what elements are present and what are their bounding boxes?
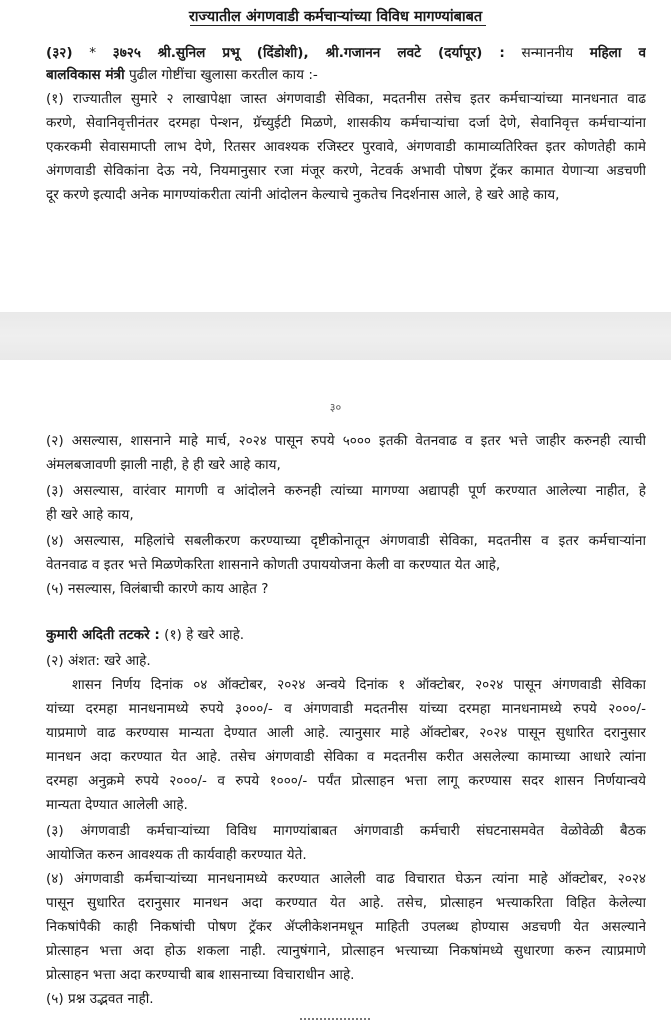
question-part2-line: (३) असल्यास, वारंवार मागणी व आंदोलने करुनही त्यांच्या मागण्या अद्यापही पूर्ण करण्यात आलेल्या नाहीत, हे [46,483,646,499]
question-id: ३७२५ [112,45,141,61]
page-heading: राज्यातील अंगणवाडी कर्मचाऱ्यांच्या विविध मागण्यांबाबत [188,9,483,25]
question-part2-line: (४) असल्यास, महिलांचे सबलीकरण करण्याच्या दृष्टीकोनातून अंगणवाडी सेविका, मदतनीस व इतर कर्मचाऱ्यांना [46,533,646,549]
document-page-upper [0,0,671,312]
answer-line: प्रोत्साहन भत्ता अदा होऊ शकला नाही. त्यानुषंगाने, प्रोत्साहन भत्त्याच्या निकषांमध्ये सुधारणा करुन त्याप्रमाणे [46,943,646,959]
question-mark: * [89,45,97,61]
heading-underline [190,25,486,26]
question-part2-line: (२) असल्यास, शासनाने माहे मार्च, २०२४ पासून रुपये ५००० इतकी वेतनवाढ व इतर भत्ते जाहीर करुनही त्याची [46,433,646,449]
answer-line: (४) अंगणवाडी कर्मचाऱ्यांच्या मानधनामध्ये करण्यात आलेली वाढ विचारात घेऊन त्यांना माहे ऑक्टोबर, २०२४ [46,871,646,887]
answer-line: प्रोत्साहन भत्ता अदा करण्याची बाब शासनाच्या विचाराधीन आहे. [46,967,355,983]
minister-name-part2: बालविकास मंत्री [46,67,125,83]
answer-speaker: कुमारी अदिती तटकरे : [46,627,160,643]
answer-part1: (१) हे खरे आहे. [164,627,245,643]
answer-line: यांच्या दरमहा मानधनामध्ये रुपये ३०००/- व अंगणवाडी मदतनीस यांच्या दरमहा मानधनामध्ये रुपये २०००/- [46,701,646,717]
address-pre: सन्माननीय [521,45,574,61]
answer-line: याप्रमाणे वाढ करण्यास मान्यता देण्यात आली आहे. त्यानुसार माहे ऑक्टोबर, २०२४ पासून सुधारित दरानुसार [46,725,646,741]
answer-line: निकषांपैकी काही निकषांची पोषण ट्रॅकर ॲप्लीकेशनमधून माहिती उपलब्ध होण्यास अडचणी येत असल्याने [46,919,646,935]
answer-line: शासन निर्णय दिनांक ०४ ऑक्टोबर, २०२४ अन्वये दिनांक १ ऑक्टोबर, २०२४ पासून अंगणवाडी सेविका [72,677,646,693]
answer-line: दरमहा अनुक्रमे रुपये २०००/- व रुपये १०००/- पर्यंत प्रोत्साहन भत्ता लागू करण्यास सदर शासन निर्णयान्वये [46,773,646,789]
answer-line: (२) अंशत: खरे आहे. [46,653,151,669]
question-part1-line: अंगणवाडी सेविकांना देऊ नये, नियमानुसार रजा मंजूर करणे, नेटवर्क अभावी पोषण ट्रॅकर कामात येणाऱ्या अडचणी [46,163,646,179]
question-part2-line: वेतनवाढ व इतर भत्ते मिळणेकरिता शासनाने कोणती उपाययोजना केली वा करण्यात येत आहे, [46,557,501,573]
question-part2-line: (५) नसल्यास, विलंबाची कारणे काय आहेत ? [46,581,269,597]
answer-line: मान्यता देण्यात आलेली आहे. [46,797,188,813]
page-break-gap [0,312,671,360]
question-intro [46,64,646,86]
question-part1-line: करणे, सेवानिवृत्तीनंतर दरमहा पेन्शन, ग्रॅच्युईटी मिळणे, शासकीय कर्मचाऱ्यांचा दर्जा देणे, सेवानिवृत्त कर्मचाऱ्यांना [46,115,646,131]
answer-header [46,624,646,646]
question-part1-line: दूर करणे इत्यादी अनेक मागण्यांकरीता त्यांनी आंदोलन केल्याचे नुकतेच निदर्शनास आले, हे खरे आहे काय, [46,187,560,203]
address-post: पुढील गोष्टींचा खुलासा करतील काय :- [128,67,318,83]
question-header [46,42,646,64]
answer-line: पासून सुधारित दरानुसार मानधन अदा करण्यात येत आहे. तसेच, प्रोत्साहन भत्त्याकरिता विहित केलेल्या [46,895,646,911]
answer-line: (३) अंगणवाडी कर्मचाऱ्यांच्या विविध मागण्यांबाबत अंगणवाडी कर्मचारी संघटनासमवेत वेळोवेळी बैठक [46,823,646,839]
question-part1-line: एकरकमी सेवासमाप्ती लाभ देणे, रितसर आवश्यक रजिस्टर पुरवावे, अंगणवाडी कामाव्यतिरिक्त इतर कोणतेही कामे [46,139,646,155]
question-part2-line: ही खरे आहे काय, [46,507,134,523]
question-part1-line: (१) राज्यातील सुमारे २ लाखापेक्षा जास्त अंगणवाडी सेविका, मदतनीस तसेच इतर कर्मचाऱ्यांच्या मानधनात वाढ [46,91,646,107]
page-number: ३० [329,401,342,414]
question-part2-line: अंमलबजावणी झाली नाही, हे ही खरे आहे काय, [46,457,281,473]
question-number: (३२) [46,45,73,61]
answer-line: आयोजित करुन आवश्यक ती कार्यवाही करण्यात येते. [46,847,307,863]
document-page-lower [0,360,671,1024]
answer-line: मानधन अदा करण्यात येत आहे. तसेच अंगणवाडी सेविका व मदतनीस करीत असलेल्या कामाच्या आधारे त्यांना [46,749,646,765]
minister-name-part1: महिला व [589,45,646,61]
end-separator [300,1018,370,1020]
question-askers: श्री.सुनिल प्रभू (दिंडोशी), श्री.गजानन लवटे (दर्यापूर) : [157,45,505,61]
answer-line: (५) प्रश्न उद्भवत नाही. [46,991,154,1007]
